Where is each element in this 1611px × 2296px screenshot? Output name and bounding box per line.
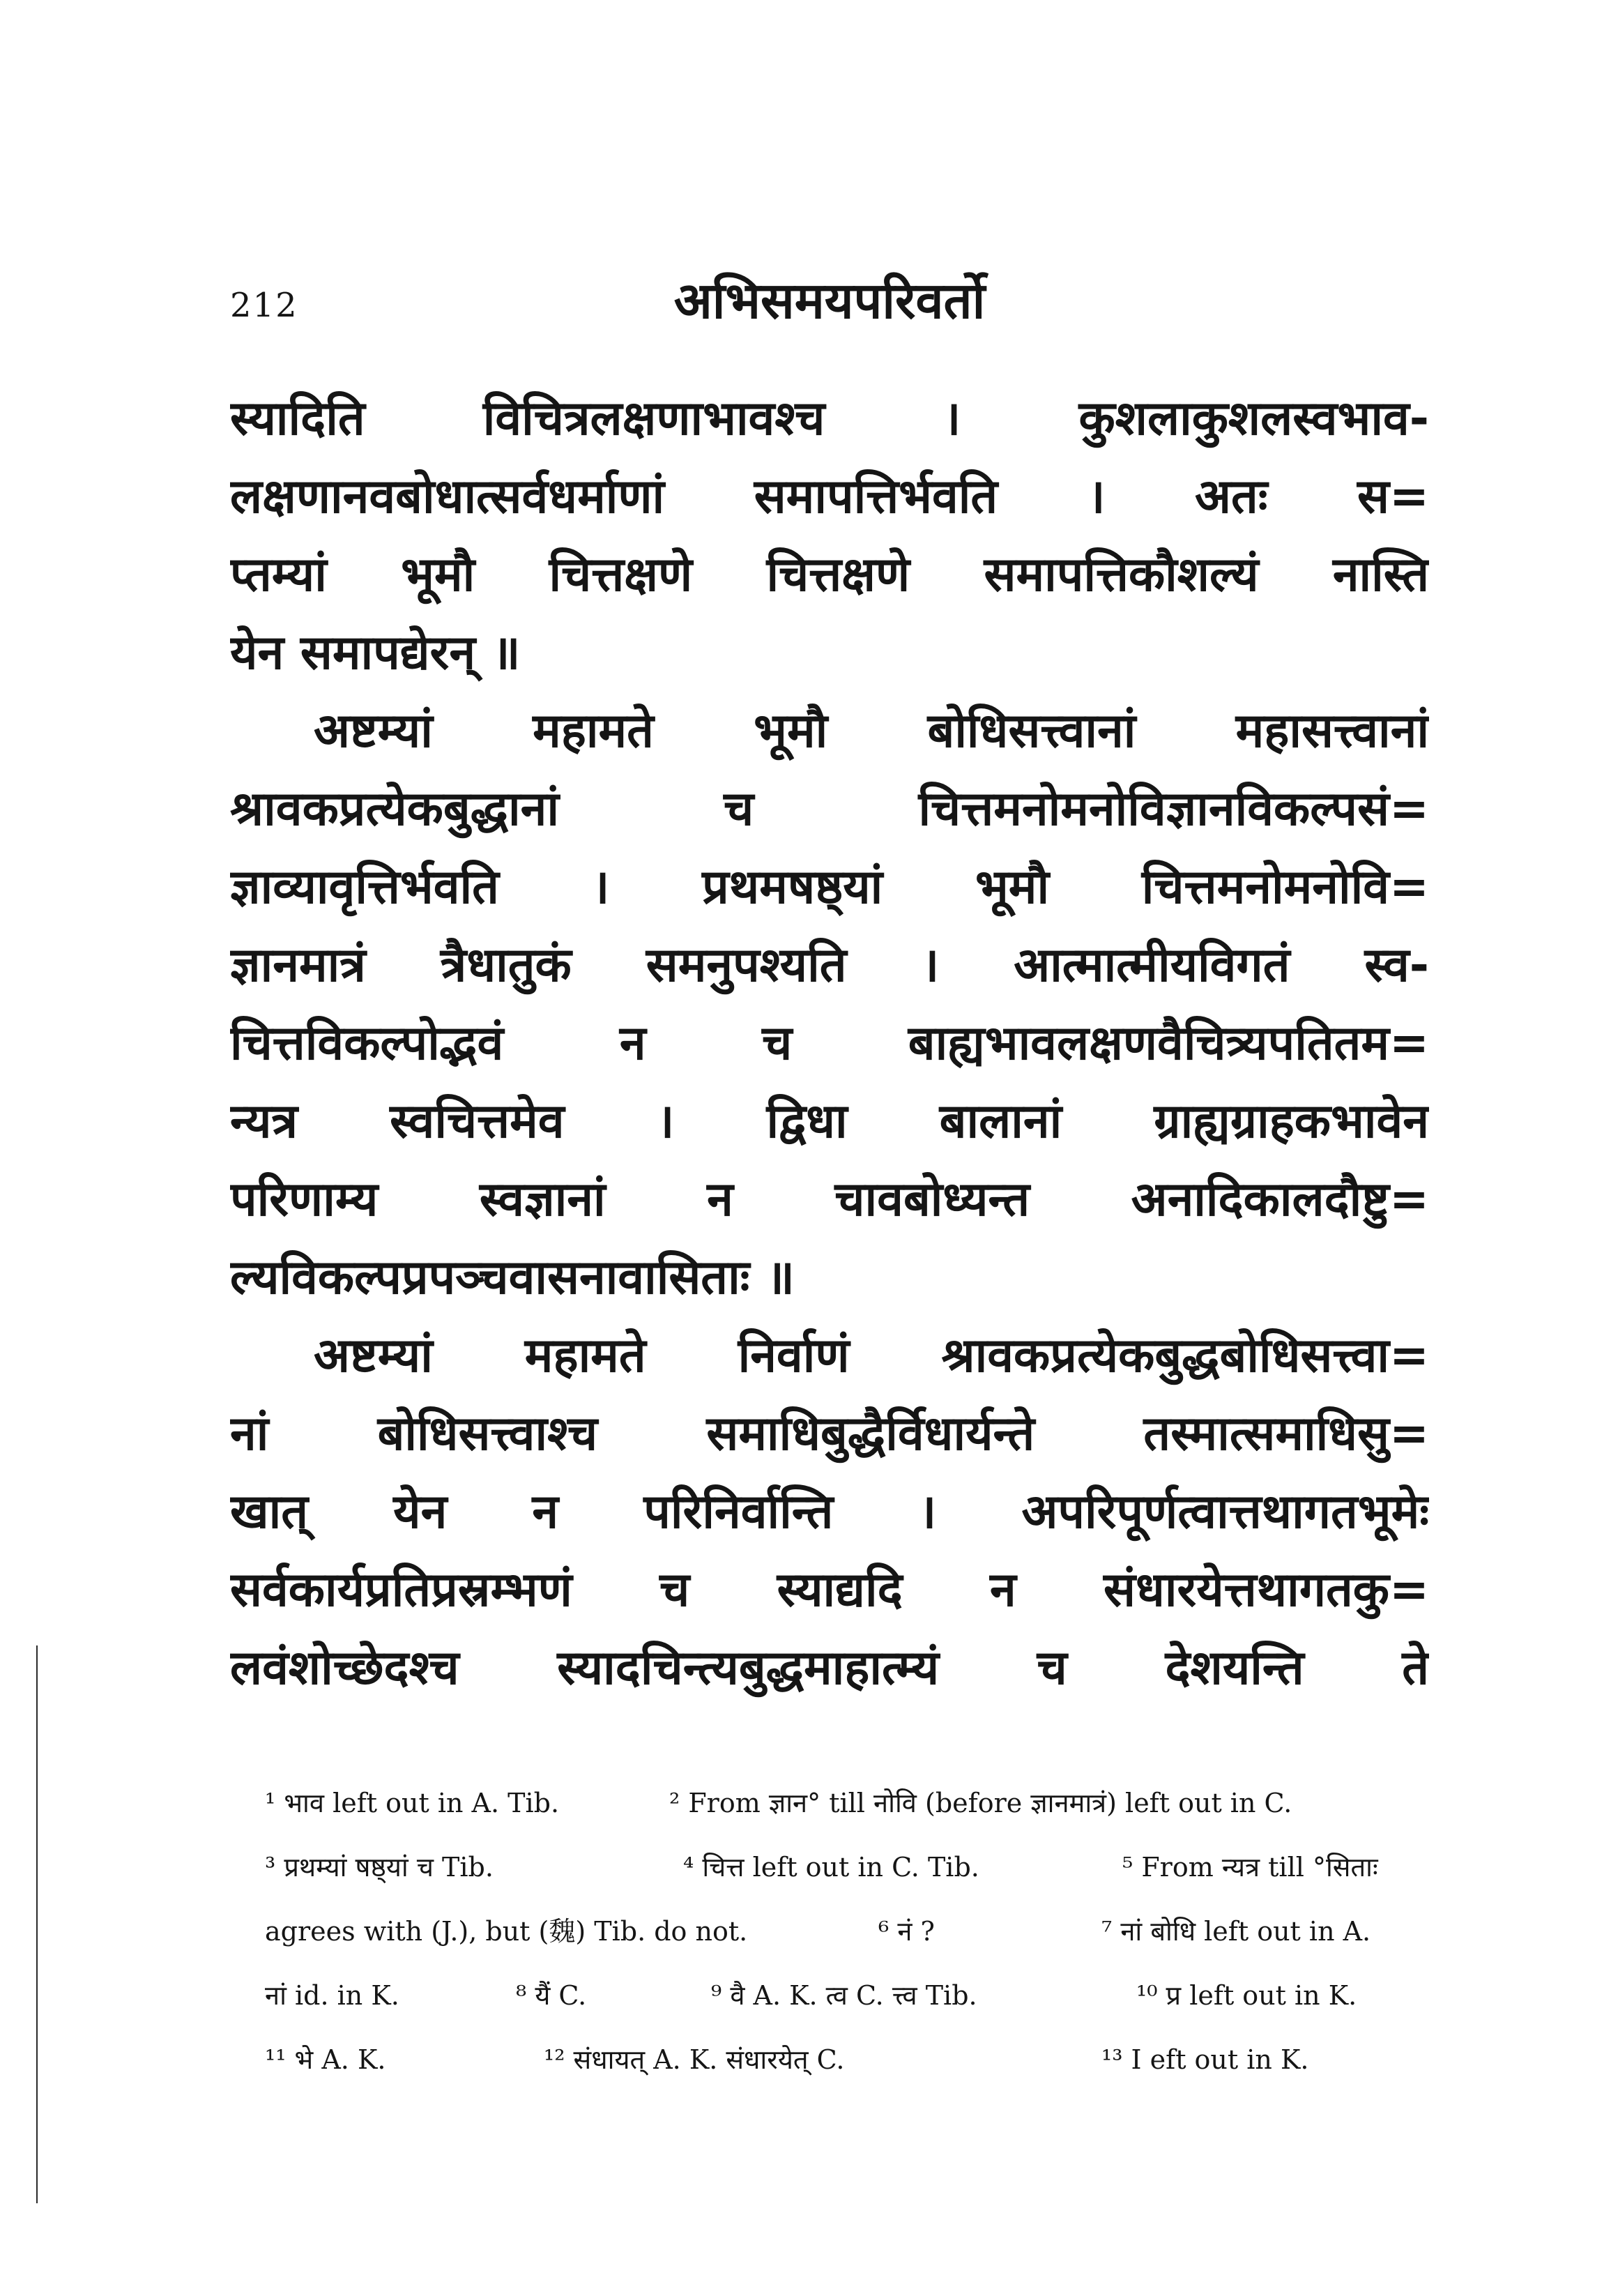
footnote-5-continued: agrees with (J.), but (魏) Tib. do not.	[265, 1916, 748, 1947]
page-header	[230, 265, 1429, 349]
footnote-11: ¹¹ भे A. K.	[265, 2044, 386, 2075]
footnote-line	[265, 1963, 1464, 2028]
page-number: 212	[230, 286, 298, 325]
text-line: अष्टम्यां महामते निर्वाणं श्रावकप्रत्येकबुद्धबोधिसत्त्वा=	[314, 1328, 1429, 1383]
footnote-10: ¹⁰ प्र left out in K.	[1136, 1980, 1357, 2011]
footnote-1: ¹ भाव left out in A. Tib.	[265, 1788, 560, 1818]
margin-rule	[36, 1645, 38, 2203]
footnote-line	[265, 1835, 1464, 1899]
text-line: खात् येन न परिनिर्वान्ति । अपरिपूर्णत्वात्तथागतभूमेः	[230, 1484, 1429, 1539]
text-line: अष्टम्यां महामते भूमौ बोधिसत्त्वानां महासत्त्वानां	[314, 704, 1429, 759]
text-line: सर्वकार्यप्रतिप्रस्रम्भणं च स्याद्यदि न संधारयेत्तथागतकु=	[230, 1563, 1429, 1618]
text-line: ज्ञाव्यावृत्तिर्भवति । प्रथमषष्ठ्यां भूमौ चित्तमनोमनोवि=	[230, 860, 1429, 915]
footnote-8: ⁸ यैं C.	[516, 1980, 587, 2011]
text-line: ल्यविकल्पप्रपञ्चवासनावासिताः ॥	[230, 1250, 795, 1305]
footnote-5: ⁵ From न्यत्र till °सिताः	[1122, 1852, 1378, 1883]
text-line: नां बोधिसत्त्वाश्च समाधिबुद्धैर्विधार्यन्ते तस्मात्समाधिसु=	[230, 1406, 1429, 1461]
text-line: परिणाम्य स्वज्ञानां न चावबोध्यन्त अनादिकालदौष्टु=	[230, 1172, 1429, 1227]
text-line: न्यत्र स्वचित्तमेव । द्विधा बालानां ग्राह्यग्राहकभावेन	[230, 1094, 1429, 1149]
footnote-9: ⁹ वै A. K. त्व C. त्त्व Tib.	[711, 1980, 977, 2011]
footnote-3: ³ प्रथम्यां षष्ठ्यां च Tib.	[265, 1852, 494, 1883]
text-line: येन समापद्येरन् ॥	[230, 625, 521, 681]
running-title: अभिसमयपरिवर्तो	[673, 271, 986, 330]
text-line: लवंशोच्छेदश्च स्यादचिन्त्यबुद्धमाहात्म्यं च देशयन्ति ते	[230, 1641, 1429, 1696]
text-line: स्यादिति विचित्रलक्षणाभावश्च । कुशलाकुशलस्वभाव-	[230, 391, 1429, 446]
body-text	[230, 380, 1429, 1708]
footnote-4: ⁴ चित्त left out in C. Tib.	[683, 1852, 979, 1883]
footnote-6: ⁶ नं ?	[878, 1916, 935, 1947]
footnote-7: ⁷ नां बोधि left out in A.	[1101, 1916, 1371, 1947]
text-line: लक्षणानवबोधात्सर्वधर्माणां समापत्तिर्भवति । अतः स=	[230, 469, 1429, 524]
footnote-line	[265, 2028, 1464, 2092]
text-line: प्तम्यां भूमौ चित्तक्षणे चित्तक्षणे समापत्तिकौशल्यं नास्ति	[230, 547, 1429, 602]
footnotes	[265, 1771, 1464, 2092]
footnote-13: ¹³ I eft out in K.	[1101, 2044, 1309, 2075]
text-line: चित्तविकल्पोद्भवं न च बाह्यभावलक्षणवैचित्र्यपतितम=	[230, 1016, 1429, 1071]
footnote-line	[265, 1899, 1464, 1963]
footnote-line	[265, 1771, 1464, 1835]
footnote-12: ¹² संधायत् A. K. संधारयेत् C.	[544, 2044, 845, 2075]
footnote-7-continued: नां id. in K.	[265, 1980, 399, 2011]
footnote-2: ² From ज्ञान° till नोवि (before ज्ञानमात्रं) left out in C.	[669, 1788, 1292, 1818]
text-line: ज्ञानमात्रं त्रैधातुकं समनुपश्यति । आत्मात्मीयविगतं स्व-	[230, 938, 1429, 993]
text-line: श्रावकप्रत्येकबुद्धानां च चित्तमनोमनोविज्ञानविकल्पसं=	[230, 782, 1429, 837]
